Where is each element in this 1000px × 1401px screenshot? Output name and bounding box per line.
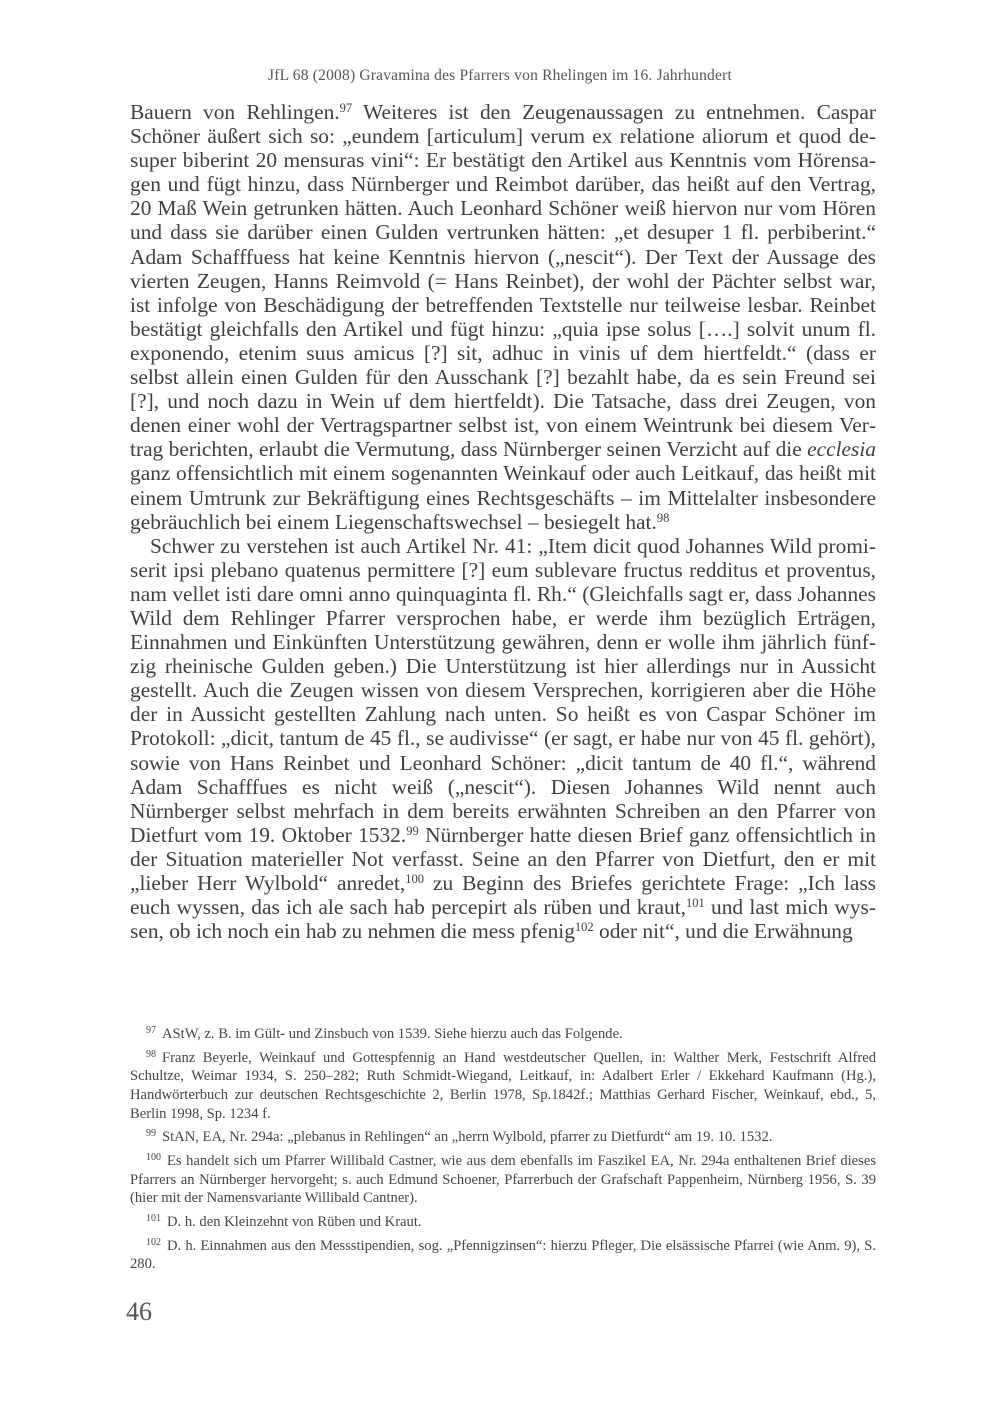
footnote — [130, 1049, 876, 1123]
footnote-reference: 101 — [686, 896, 705, 911]
footnote-text: StAN, EA, Nr. 294a: „plebanus in Rehlingen“ an „herrn Wylbold, pfarrer zu Dietfurdt“ am 19. 10. 1532. — [162, 1129, 773, 1146]
text-run: Bauern von Rehlingen. — [130, 100, 340, 124]
running-header: JfL 68 (2008) Gravamina des Pfarrers von Rhelingen im 16. Jahrhundert — [268, 67, 732, 84]
text-run: oder nit“, und die Erwähnung — [593, 919, 853, 944]
body-paragraph — [130, 100, 876, 534]
footnote-text: Es handelt sich um Pfarrer Willibald Castner, wie aus dem ebenfalls im Faszikel EA, Nr. 294a enthaltenen Brief dieses Pfarrers an Nürnberger hervorgeht; s. auch Edmund Schoener, Pfarrerbuch der Grafschaft Pappenheim, Nürnberg 1956, S. 39 (hier mit der Namensvariante Willibald Cantner). — [130, 1153, 876, 1207]
footnote — [130, 1237, 876, 1274]
footnote-text: D. h. den Kleinzehnt von Rüben und Kraut. — [167, 1214, 422, 1231]
text-run: Nürnberger hatte diesen Brief ganz offensichtlich in der Situation materieller Not verfasst. Seine an den Pfarrer von Dietfurt, den er mit „lieber Herr Wylbold“ anredet, — [130, 822, 877, 895]
text-run: ganz offensichtlich mit einem sogenannten Weinkauf oder auch Leitkauf, das heißt mit einem Umtrunk zur Bekräftigung eines Rechtsgeschäfts – im Mittelalter insbesondere gebräuchlich bei einem Liegenschaftswechsel – besiegelt hat. — [130, 461, 876, 534]
footnote-text: Franz Beyerle, Weinkauf und Gottespfennig an Hand westdeutscher Quellen, in: Walther Merk, Festschrift Alfred Schultze, Weimar 1934, S. 250–282; Ruth Schmidt-Wiegand, Leitkauf, in: Adalbert Erler / Ekkehard Kaufmann (Hg.), Handwörterbuch zur deutschen Rechtsgeschichte 2, Berlin 1978, Sp.1842f.; Matthias Gerhard Fischer, Weinkauf, ebd., 5, Berlin 1998, Sp. 1234 f. — [130, 1049, 876, 1122]
footnote-reference: 100 — [405, 872, 425, 886]
footnote — [130, 1213, 876, 1232]
page-number: 46 — [126, 1297, 152, 1326]
text-run: Weiteres ist den Zeugenaussagen zu entnehmen. Caspar Schöner äußert sich so: „eundem [articulum] verum ex relatione aliorum et quod desuper biberint 20 mensuras vini“: Er bestätigt den Artikel aus Kenntnis vom Hörensagen und fügt hinzu, dass Nürnberger und Reimbot darüber, das heißt auf den Vertrag, 20 Maß Wein getrunken hätten. Auch Leonhard Schöner weiß hiervon nur vom Hören und dass sie darüber einen Gulden vertrunken hätten: „et desuper 1 fl. perbiberint.“ Adam Schafffuess hat keine Kenntnis hiervon („nescit“). Der Text der Aussage des vierten Zeugen, Hanns Reimvold (= Hans Reinbet), der wohl der Pächter selbst war, ist infolge von Beschädigung der betreffenden Textstelle nur teilweise lesbar. Reinbet bestätigt gleichfalls den Artikel und fügt hinzu: „quia ipse solus [….] solvit unum fl. exponendo, etenim suus amicus [?] sit, adhuc in vinis uf dem hiertfeldt.“ (dass er selbst allein einen Gulden für den Ausschank [?] bezahlt habe, da es sein Freund sei [?], und noch dazu in Wein uf dem hiertfeldt). Die Tatsache, dass drei Zeugen, von denen einer wohl der Vertragspartner selbst ist, von einem Weintrunk bei diesem Vertrag berichten, erlaubt die Vermutung, dass Nürnberger seinen Verzicht auf die — [130, 100, 876, 462]
footnote-text: D. h. Einnahmen aus den Messstipendien, sog. „Pfennigzinsen“: hierzu Pfleger, Die elsässische Pfarrei (wie Anm. 9), S. 280. — [130, 1237, 876, 1273]
footnote — [130, 1152, 876, 1208]
footnote — [130, 1128, 876, 1147]
footnote-reference: 97 — [339, 101, 353, 115]
text-run: zu Beginn des Briefes gerichtete Frage: „Ich lass euch wyssen, das ich ale sach hab percepirt als rüben und kraut, — [130, 871, 876, 920]
italic-text: ecclesia — [807, 437, 876, 462]
text-run: Schwer zu verstehen ist auch Artikel Nr. 41: „Item dicit quod Johannes Wild promiserit ipsi plebano quatenus permittere [?] eum sublevare fructus redditus et proventus, nam vellet isti dare omni anno quinquaginta fl. Rh.“ (Gleichfalls sagt er, dass Johannes Wild dem Rehlinger Pfarrer versprochen habe, er werde ihm bezüglich Erträgen, Einnahmen und Einkünften Unterstützung gewähren, denn er wolle ihm jährlich fünfzig rheinische Gulden geben.) Die Unterstützung ist hier allerdings nur in Aussicht gestellt. Auch die Zeugen wissen von diesem Versprechen, korrigieren aber die Höhe der in Aussicht gestellten Zahlung nach unten. So heißt es von Caspar Schöner im Protokoll: „dicit, tantum de 45 fl., se audivisse“ (er sagt, er habe nur von 45 fl. gehört), sowie von Hans Reinbet und Leonhard Schöner: „dicit tantum de 40 fl.“, während Adam Schafffues es nicht weiß („nescit“). Diesen Johannes Wild nennt auch Nürnberger selbst mehrfach in dem bereits erwähnten Schreiben an den Pfarrer von Dietfurt vom 19. Oktober 1532. — [130, 533, 876, 847]
footnote-number: 101 — [146, 1213, 161, 1225]
footnote — [130, 1025, 876, 1044]
footnote-reference: 98 — [656, 510, 670, 525]
footnote-number: 102 — [146, 1236, 161, 1248]
body-paragraph — [130, 534, 876, 944]
footnote-number: 99 — [146, 1128, 156, 1140]
footnote-number: 97 — [146, 1025, 156, 1036]
footnote-number: 100 — [146, 1152, 161, 1164]
footnotes — [130, 1025, 876, 1279]
text-run: und last mich wyssen, ob ich noch ein hab zu nehmen die mess pfenig — [130, 895, 877, 944]
footnote-reference: 99 — [406, 823, 419, 838]
footnote-text: AStW, z. B. im Gült- und Zinsbuch von 1539. Siehe hierzu auch das Folgende. — [162, 1026, 623, 1042]
main-text — [130, 100, 876, 943]
footnote-reference: 102 — [574, 920, 594, 935]
footnote-number: 98 — [146, 1048, 156, 1060]
